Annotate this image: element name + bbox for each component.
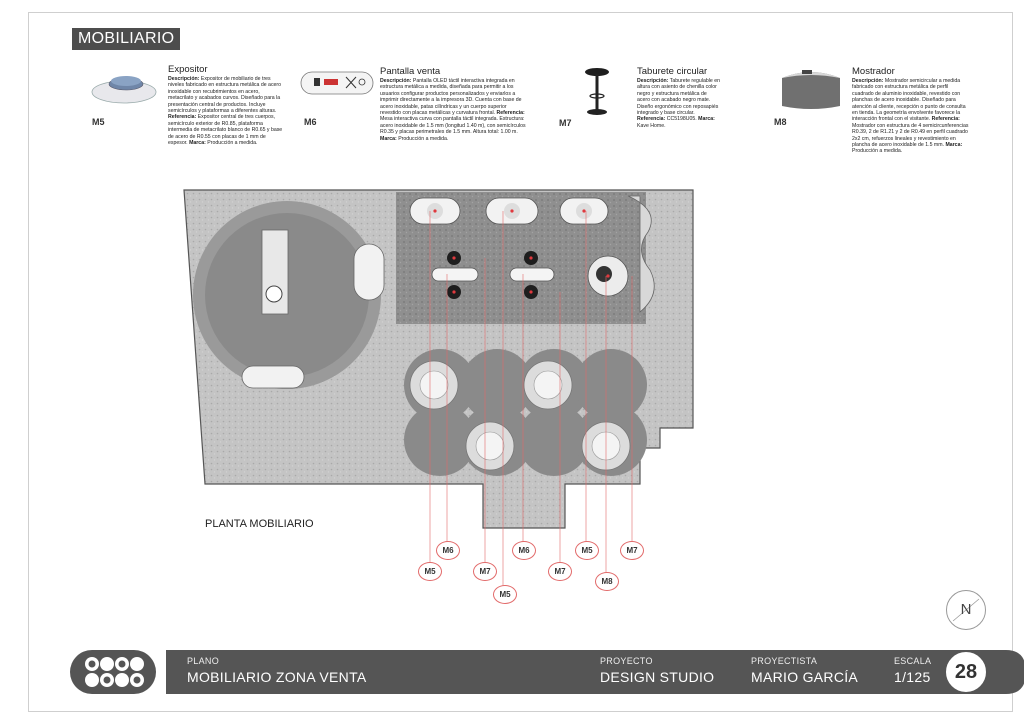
north-arrow-icon xyxy=(946,590,986,630)
title-block xyxy=(70,650,988,694)
callout-tag: M7 xyxy=(473,562,497,581)
plan-label: PLANTA MOBILIARIO xyxy=(205,518,314,530)
item-code: M5 xyxy=(92,117,105,127)
escala-label: ESCALA xyxy=(894,656,932,666)
escala-value: 1/125 xyxy=(894,669,931,685)
item-name: Mostrador xyxy=(852,66,895,77)
item-description: Descripción: Mostrador semicircular a medida fabricado con estructura metálica de perfil cuadrado de aluminio inoxidable, revestido con planchas de acero inoxidable. Diseñado para atención al cliente, recepción o punto de consulta en tienda. La geometría envolvente favorece la interacción frontal con el visitante. Referencia: Mostrador con estructura de 4 semicircunferencias R0.39, 2 de R1.21 y 2 de R0.49 en perfil cuadrado 2x2 cm, refuerzos lineales y revestimiento en plancha de acero inoxidable de 1.5 mm. Marca: Producción a medida. xyxy=(852,78,969,155)
proyectista-value: MARIO GARCÍA xyxy=(751,669,859,685)
item-description: Descripción: Taburete regulable en altura con asiento de chenilla color negro y estructura metálica de acero con acabado negro mate. Diseño ergonómico con reposapiés integrado y base circular. Referencia: CC5198U05. Marca: Kave Home. xyxy=(637,78,720,129)
item-code: M8 xyxy=(774,117,787,127)
north-symbol: N xyxy=(960,601,972,618)
proyectista-label: PROYECTISTA xyxy=(751,656,818,666)
proyecto-value: DESIGN STUDIO xyxy=(600,669,715,685)
plano-label: PLANO xyxy=(187,656,220,666)
callout-tag: M5 xyxy=(575,541,599,560)
page-number: 28 xyxy=(944,650,988,694)
proyecto-label: PROYECTO xyxy=(600,656,653,666)
callout-tag: M8 xyxy=(595,572,619,591)
callout-tag: M6 xyxy=(436,541,460,560)
item-code: M6 xyxy=(304,117,317,127)
callout-tag: M7 xyxy=(548,562,572,581)
item-description: Descripción: Expositor de mobiliario de tres niveles fabricado en estructura metálica de acero inoxidable con recubrimientos en acero, metacrilato y acabados curvos. Diseñado para la presentación central de productos. Incluye semicírculos y plataformas a diferentes alturas. Referencia: Expositor central de tres cuerpos, semicírculo exterior de R0.85, plataforma intermedia de metacrilato blanco de R0.65 y base de acero de R0.55 con placas de 1 mm de espesor. Marca: Producción a medida. xyxy=(168,76,283,147)
item-name: Pantalla venta xyxy=(380,66,441,77)
callout-tag: M5 xyxy=(418,562,442,581)
studio-logo xyxy=(70,650,156,694)
callout-tag: M5 xyxy=(493,585,517,604)
item-description: Descripción: Pantalla OLED táctil interactiva integrada en estructura metálica a medida, diseñada para permitir a los usuarios configurar productos personalizados y enviarlos a imprimir directamente a la impresora 3D. Cuenta con base de acero inoxidable, patas cilíndricas y un cuerpo superior revestido con placas metálicas y curvatura frontal. Referencia: Mesa interactiva curva con pantalla táctil integrada. Estructura: acero inoxidable de 1.5 mm (longitud 1.40 m), con semicírculos R0.35 y placas perimetrales de 1.5 mm. Altura total: 1.00 m. Marca: Producción a medida. xyxy=(380,78,526,142)
plano-value: MOBILIARIO ZONA VENTA xyxy=(187,669,367,685)
item-name: Taburete circular xyxy=(637,66,708,77)
callout-tag: M6 xyxy=(512,541,536,560)
section-title: MOBILIARIO xyxy=(72,28,180,50)
callout-tag: M7 xyxy=(620,541,644,560)
item-name: Expositor xyxy=(168,64,208,75)
item-code: M7 xyxy=(559,118,572,128)
